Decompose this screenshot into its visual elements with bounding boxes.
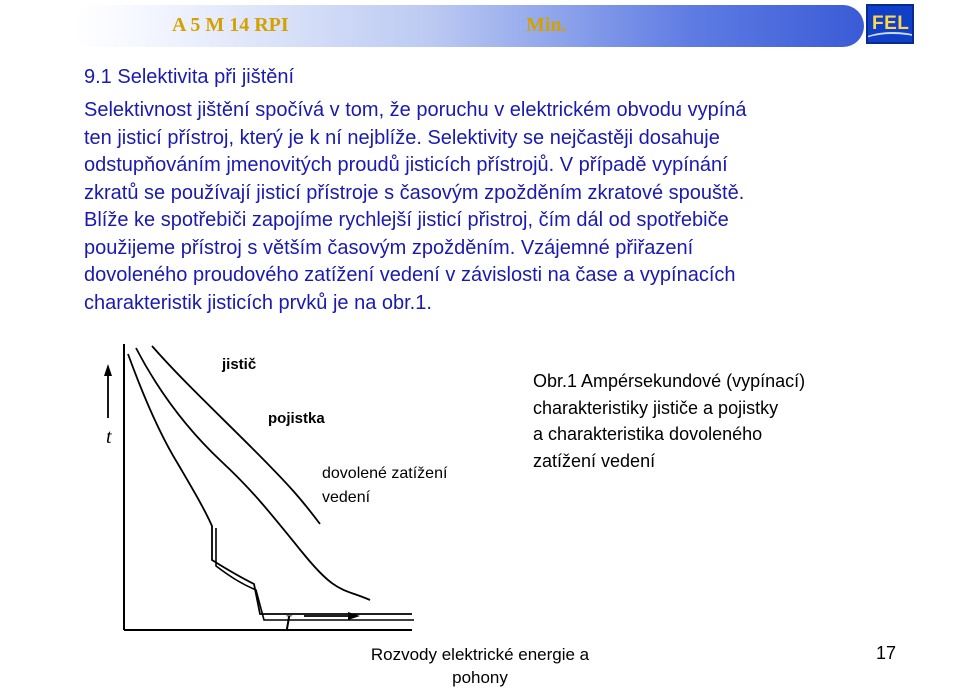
label-allowed-load xyxy=(322,462,447,510)
body-line: ten jisticí přístroj, který je k ní nejblíže. Selektivity se nejčastěji dosahuje xyxy=(84,126,720,149)
body-line: charakteristik jisticích prvků je na obr.1. xyxy=(84,291,432,314)
section-title: 9.1 Selektivita při jištění xyxy=(84,66,295,88)
label-allowed-load-line1: dovolené zatížení xyxy=(322,465,448,482)
footer-line2: pohony xyxy=(452,668,508,687)
footer-title xyxy=(350,643,610,689)
caption-line: zatížení vedení xyxy=(533,450,656,471)
fel-logo xyxy=(866,4,914,44)
y-axis-label: t xyxy=(106,426,112,448)
label-fuse: pojistka xyxy=(268,410,325,427)
body-line: použijeme přístroj s větším časovým zpožděním. Vzájemné přiřazení xyxy=(84,236,694,259)
body-paragraph xyxy=(84,97,884,317)
logo-text: FEL xyxy=(872,13,910,34)
t-arrow-head xyxy=(104,364,112,376)
characteristics-plot xyxy=(92,338,512,638)
label-allowed-load-line2: vedení xyxy=(322,489,371,506)
author-abbrev: Min. xyxy=(526,14,567,36)
body-line: Selektivnost jištění spočívá v tom, že poruchu v elektrickém obvodu vypíná xyxy=(84,99,747,121)
page-number: 17 xyxy=(876,643,897,663)
body-line: dovoleného proudového zatížení vedení v závislosti na čase a vypínacích xyxy=(84,264,736,286)
footer-line1: Rozvody elektrické energie a xyxy=(370,645,590,664)
logo-swoosh xyxy=(866,32,914,44)
breaker-trip-curve xyxy=(216,528,414,620)
body-line: odstupňováním jmenovitých proudů jisticích přístrojů. V případě vypínání xyxy=(84,154,728,176)
caption-line: a charakteristika dovoleného xyxy=(533,424,763,444)
body-line: Blíže ke spotřebiči zapojíme rychlejší jisticí přistroj, čím dál od spotřebiče xyxy=(84,209,729,231)
label-breaker: jistič xyxy=(222,356,257,373)
body-line: zkratů se používají jisticí přístroje s časovým zpožděním zkratové spouště. xyxy=(84,181,745,204)
time-current-figure xyxy=(92,338,512,638)
figure-caption xyxy=(533,368,805,474)
caption-line: charakteristiky jističe a pojistky xyxy=(533,397,779,418)
x-axis-label: I xyxy=(284,610,292,635)
caption-line: Obr.1 Ampérsekundové (vypínací) xyxy=(533,371,806,391)
course-code: A 5 M 14 RPI xyxy=(172,14,289,36)
